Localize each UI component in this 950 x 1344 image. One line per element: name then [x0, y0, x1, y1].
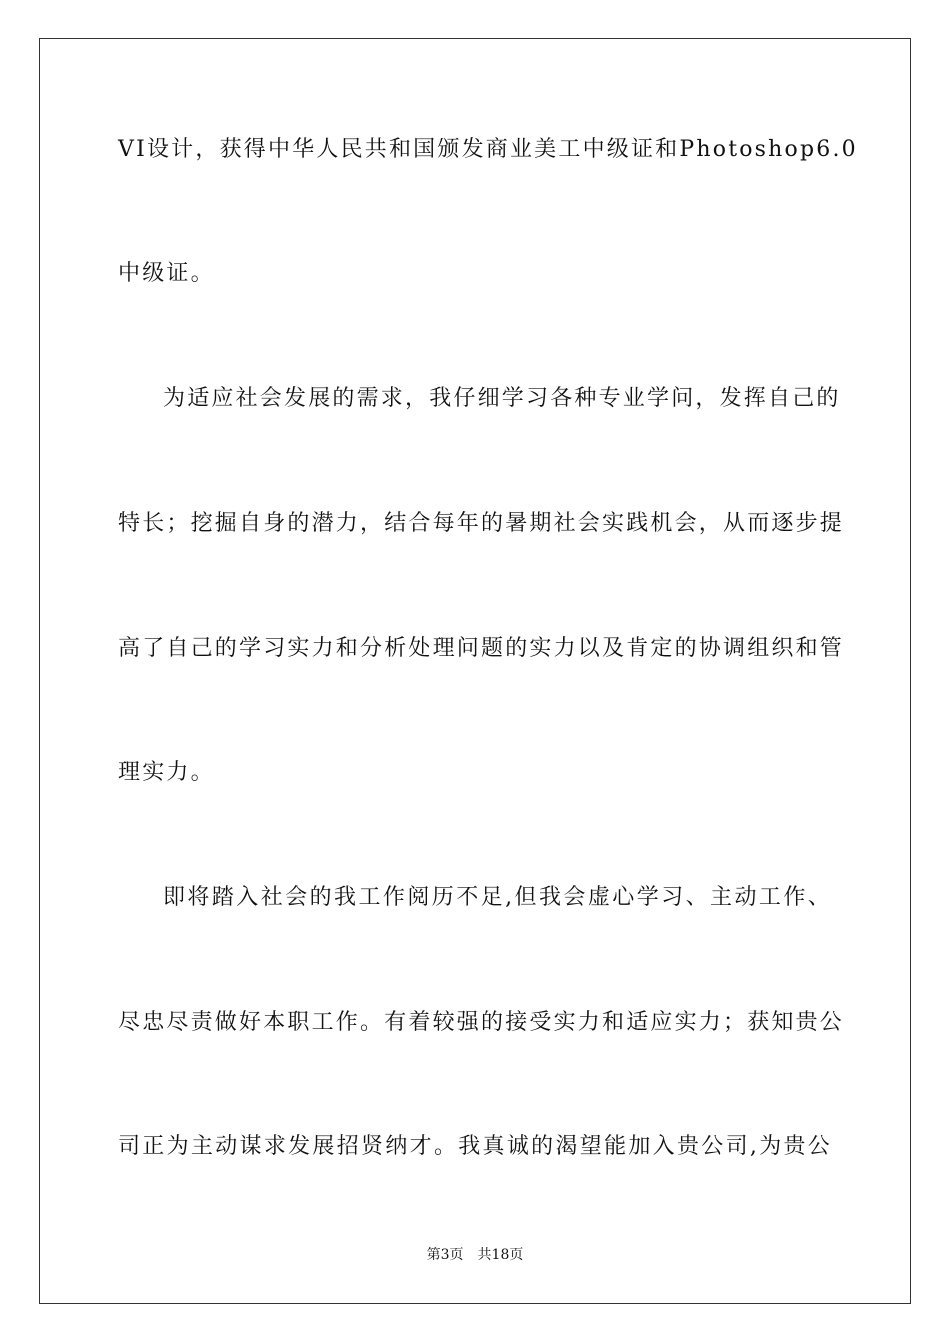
body-line-1: VI设计，获得中华人民共和国颁发商业美工中级证和Photoshop6.0 [118, 137, 858, 162]
body-line-4: 特长；挖掘自身的潜力，结合每年的暑期社会实践机会，从而逐步提 [118, 511, 845, 536]
body-line-3: 为适应社会发展的需求，我仔细学习各种专业学问，发挥自己的 [163, 386, 841, 411]
body-line-5: 高了自己的学习实力和分析处理问题的实力以及肯定的协调组织和管 [118, 636, 845, 661]
body-line-8: 尽忠尽责做好本职工作。有着较强的接受实力和适应实力；获知贵公 [118, 1010, 845, 1035]
body-line-9: 司正为主动谋求发展招贤纳才。我真诚的渴望能加入贵公司,为贵公 [118, 1134, 832, 1159]
body-line-2: 中级证。 [118, 261, 215, 286]
page-border [39, 38, 911, 1304]
page-number-footer: 第3页 共18页 [426, 1247, 524, 1263]
body-line-6: 理实力。 [118, 760, 215, 785]
body-line-7: 即将踏入社会的我工作阅历不足,但我会虚心学习、主动工作、 [163, 885, 832, 910]
